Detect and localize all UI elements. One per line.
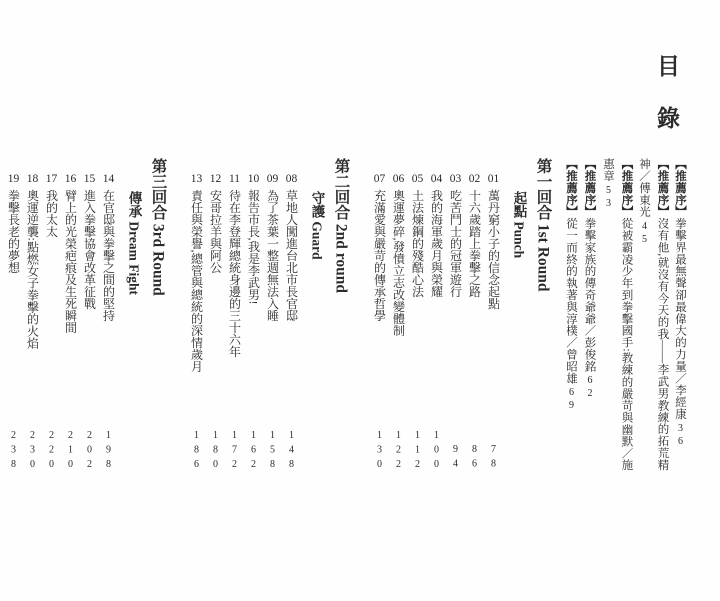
chapter-number: 01 (487, 173, 500, 185)
section-heading: 第二回合 2nd round (332, 158, 350, 293)
chapter-page-number: 78 (488, 444, 499, 473)
chapter-number: 16 (64, 173, 77, 185)
preface-page-number: 69 (566, 387, 577, 414)
chapter-title: 奧運逆襲:點燃女子拳擊的火焰 (25, 189, 40, 349)
chapter-title: 我的太太 (44, 189, 59, 238)
chapter-number: 09 (266, 173, 279, 185)
chapter-page-number: 202 (84, 429, 95, 473)
chapter-title: 在官邸與拳擊之間的堅持 (101, 189, 116, 322)
chapter-page-number: 238 (8, 429, 19, 473)
chapter-number: 03 (449, 173, 462, 185)
chapter-number: 13 (190, 173, 203, 185)
chapter-number: 08 (285, 173, 298, 185)
preface-item (671, 158, 690, 473)
chapter-page-number: 210 (65, 429, 76, 473)
chapter-number: 05 (411, 173, 424, 185)
chapter-number: 17 (45, 173, 58, 185)
chapter-page-number: 162 (248, 429, 259, 473)
chapter-title: 草地人闖進台北市長官邸 (284, 189, 299, 322)
preface-label: 【推薦序】 (674, 158, 686, 218)
preface-separator: ／ (565, 336, 577, 349)
chapter-title: 土法煉鋼的殘酷心法 (410, 189, 425, 298)
chapter-number: 02 (468, 173, 481, 185)
chapter-item (61, 158, 80, 473)
chapter-number: 04 (430, 173, 443, 185)
chapter-item (282, 158, 301, 473)
preface-separator: ／ (583, 324, 596, 337)
chapter-title: 萬丹窮小子的信念起點 (486, 189, 501, 310)
preface-title: 從被霸凌少年到拳擊國手:教練的嚴苛與幽默 (620, 217, 633, 448)
preface-label: 【推薦序】 (620, 158, 633, 218)
chapter-page-number: 148 (286, 429, 297, 473)
preface-author: 李經康 (674, 384, 686, 420)
chapter-page-number: 172 (229, 429, 240, 473)
chapter-title: 奧運夢碎,發憤立志改變體制 (391, 189, 406, 337)
preface-author: 傅東光 (638, 181, 650, 218)
chapter-item (465, 158, 484, 473)
chapter-item (370, 158, 389, 473)
section-heading: 第一回合 1st Round (534, 158, 552, 292)
chapter-title: 臂上的光榮疤痕及生死瞬間 (63, 189, 78, 334)
preface-author: 曾昭雄 (565, 348, 577, 385)
chapter-number: 12 (209, 173, 222, 185)
chapter-page-number: 112 (412, 429, 423, 473)
chapter-title: 報告市長,我是李武男! (246, 189, 261, 305)
chapter-number: 19 (7, 173, 20, 185)
chapter-title: 責任與榮譽,總管與總統的深情歲月 (189, 189, 204, 373)
chapter-item (206, 158, 225, 473)
chapter-number: 06 (392, 173, 405, 185)
chapter-number: 10 (247, 173, 260, 185)
preface-page-number: 45 (639, 220, 650, 247)
preface-page-number: 36 (675, 422, 686, 449)
chapter-page-number: 130 (374, 429, 385, 473)
chapter-item (80, 158, 99, 473)
preface-separator: ／ (620, 447, 633, 460)
chapter-number: 18 (26, 173, 39, 185)
chapter-page-number: 230 (27, 429, 38, 473)
chapter-item (484, 158, 503, 473)
chapter-page-number: 158 (267, 429, 278, 473)
chapter-item (99, 158, 118, 473)
chapter-page-number: 86 (469, 444, 480, 473)
preface-item (562, 158, 581, 473)
chapter-title: 我的海軍歲月與榮耀 (429, 189, 444, 298)
preface-title: 從一而終的執著與淳樸 (565, 217, 577, 337)
preface-label: 【推薦序】 (583, 158, 596, 218)
chapter-page-number: 122 (393, 429, 404, 473)
chapter-item (42, 158, 61, 473)
preface-page-number: 53 (603, 184, 614, 211)
chapter-number: 11 (228, 173, 241, 185)
preface-item (599, 158, 635, 473)
chapter-title: 安哥拉羊與阿公 (208, 189, 223, 274)
chapter-title: 吃苦鬥士的冠軍遊行 (448, 189, 463, 298)
preface-item (635, 158, 671, 473)
chapter-title: 十六歲踏上拳擊之路 (467, 189, 482, 298)
preface-title: 拳擊家族的傳奇爺爺 (583, 217, 596, 325)
section-heading: 第三回合 3rd Round (149, 158, 167, 296)
toc-section (187, 158, 352, 473)
toc-section (4, 158, 169, 473)
preface-title: 沒有他,就沒有今天的我——李武男教練的拓荒精神 (638, 158, 669, 471)
page-title: 目錄 (654, 54, 679, 158)
section-subtitle: 傳承 Dream Fight (126, 191, 142, 295)
section-subtitle: 起點 Punch (511, 191, 527, 259)
chapter-item (427, 158, 446, 473)
preface-author: 施惠章 (602, 158, 633, 472)
preface-separator: ／ (674, 372, 686, 385)
chapter-item (263, 158, 282, 473)
chapter-item (389, 158, 408, 473)
chapter-page-number: 186 (191, 429, 202, 473)
preface-separator: ／ (638, 169, 650, 182)
preface-author: 彭俊銘 (583, 336, 596, 373)
chapter-page-number: 100 (431, 429, 442, 473)
preface-page-number: 62 (584, 375, 596, 402)
toc-section (370, 158, 554, 473)
toc-body (0, 158, 689, 473)
chapter-number: 07 (373, 173, 386, 185)
chapter-title: 待在李登輝總統身邊的三十六年 (227, 189, 242, 358)
chapter-title: 充滿愛與嚴苛的傳承哲學 (372, 189, 387, 322)
chapter-title: 拳擊長老的夢想 (6, 189, 21, 274)
chapter-item (187, 158, 206, 473)
chapter-page-number: 198 (103, 429, 114, 473)
chapter-page-number: 94 (450, 444, 461, 473)
section-subtitle: 守護 Guard (309, 191, 325, 260)
chapter-number: 15 (83, 173, 96, 185)
chapter-page-number: 180 (210, 429, 221, 473)
chapter-item (225, 158, 244, 473)
chapter-item (4, 158, 23, 473)
preface-title: 拳擊界最無聲卻最偉大的力量 (674, 217, 686, 373)
preface-label: 【推薦序】 (565, 158, 577, 218)
preface-item (580, 158, 599, 473)
chapter-item (446, 158, 465, 473)
chapter-page-number: 220 (46, 429, 57, 473)
chapter-number: 14 (102, 173, 115, 185)
chapter-item (408, 158, 427, 473)
preface-label: 【推薦序】 (656, 158, 669, 218)
chapter-title: 為了茶葉一整週無法入睡 (265, 189, 280, 322)
chapter-item (244, 158, 263, 473)
chapter-title: 進入拳擊協會改革征戰 (82, 189, 97, 310)
chapter-item (23, 158, 42, 473)
